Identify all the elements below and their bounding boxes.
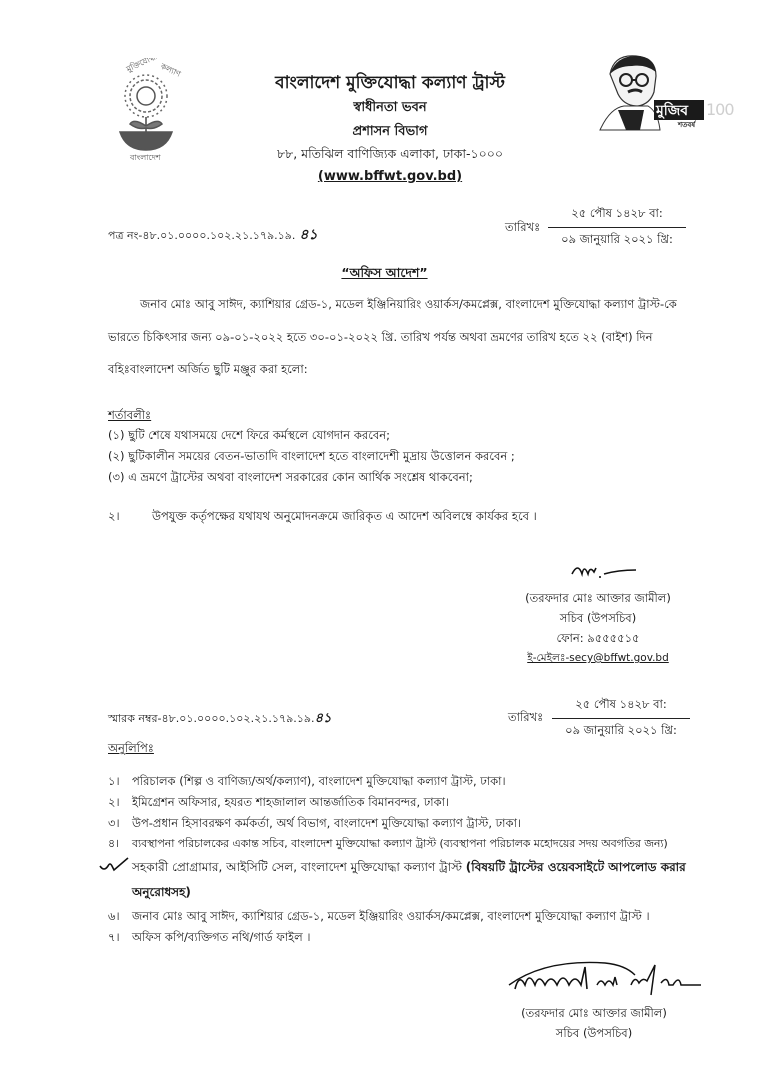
signatory-phone: ফোন: ৯৫৫৫৫১৫ <box>556 631 640 645</box>
memo-ref-number: স্মারক নম্বর-৪৮.০১.০০০০.১০২.২১.১৭৯.১৯. <box>108 712 315 725</box>
address: ৮৮, মতিঝিল বাণিজ্যিক এলাকা, ঢাকা-১০০০ <box>276 146 504 161</box>
memo-date-label: তারিখঃ <box>508 710 544 724</box>
copy-item <box>108 911 650 923</box>
svg-text:বাংলাদেশ: বাংলাদেশ <box>130 153 161 162</box>
copy-item-continuation: অনুরোধসহ) <box>132 885 191 899</box>
condition-item: (৩) এ ভ্রমণে ট্রাস্টের অথবা বাংলাদেশ সরকারের কোন আর্থিক সংশ্লেষ থাকবেনা; <box>108 470 473 484</box>
building-name: স্বাধীনতা ভবন <box>353 100 427 115</box>
document-title: “অফিস আদেশ” <box>341 265 428 280</box>
copy-item-number: ৭। <box>108 930 120 944</box>
copy-item-text: সহকারী প্রোগ্রামার, আইসিটি সেল, বাংলাদেশ মুক্তিযোদ্ধা কল্যাণ ট্রাস্ট <box>132 860 466 874</box>
copy-item-number: ১। <box>108 774 120 788</box>
date-label: তারিখঃ <box>505 220 541 234</box>
copy-item <box>108 797 449 809</box>
copy-item-number: ৬। <box>108 909 120 923</box>
copy-item-number: ৩। <box>108 816 120 830</box>
copy-item-text: অফিস কপি/ব্যক্তিগত নথি/গার্ড ফাইল । <box>132 930 311 944</box>
memo-date-gregorian: ০৯ জানুয়ারি ২০২১ খ্রি: <box>565 723 677 737</box>
copy-item <box>108 861 686 873</box>
letter-reference <box>108 228 318 242</box>
mujib-portrait <box>596 52 766 132</box>
flower-emblem-icon <box>100 58 192 162</box>
body-para1-line1: জনাব মোঃ আবু সাঈদ, ক্যাশিয়ার গ্রেড-১, মডেল ইঞ্জিনিয়ারিং ওয়ার্কস/কমপ্লেক্স, বাংলাদেশ মুক্তিযোদ্ধা কল্যাণ ট্রাস্ট-কে <box>140 297 677 311</box>
body-para1-line2: ভারতে চিকিৎসার জন্য ০৯-০১-২০২২ হতে ৩০-০১-২০২২ খ্রি. তারিখ পর্যন্ত অথবা ভ্রমণের তারিখ হতে ২২ (বাইশ) দিন <box>108 330 653 344</box>
copy-item <box>108 932 310 944</box>
copy-item-bold-text: (বিষয়টি ট্রাস্টের ওয়েবসাইটে আপলোড করার <box>465 860 686 874</box>
conditions-heading: শর্তাবলীঃ <box>108 408 152 422</box>
date-gregorian: ০৯ জানুয়ারি ২০২১ খ্রি: <box>561 232 673 246</box>
date-bangla: ২৫ পৌষ ১৪২৮ বা: <box>548 205 686 228</box>
department-name: প্রশাসন বিভাগ <box>352 124 428 139</box>
signature-2-block <box>494 1003 694 1043</box>
signatory-designation: সচিব (উপসচিব) <box>559 611 637 625</box>
para2-number: ২। <box>108 509 120 523</box>
body-para1-line3: বহিঃবাংলাদেশ অর্জিত ছুটি মঞ্জুর করা হলো: <box>108 362 308 376</box>
copy-item-number: ৪। <box>108 837 119 850</box>
copy-item <box>108 818 521 830</box>
memo-date <box>552 696 690 741</box>
mujib-sub-label: শতবর্ষ <box>678 121 696 129</box>
copies-heading: অনুলিপিঃ <box>108 741 154 755</box>
signatory-name: (তরফদার মোঃ আক্তার জামীল) <box>525 591 671 605</box>
memo-reference <box>108 712 331 725</box>
condition-item: (২) ছুটিকালীন সময়ের বেতন-ভাতাদি বাংলাদেশ হতে বাংলাদেশী মুদ্রায় উত্তোলন করবেন ; <box>108 449 515 463</box>
signature-1-block <box>490 588 706 668</box>
svg-text:মুক্তিযোদ্ধা: মুক্তিযোদ্ধা <box>125 58 159 74</box>
copy-item-text: ব্যবস্থাপনা পরিচালকের একান্ত সচিব, বাংলাদেশ মুক্তিযোদ্ধা কল্যাণ ট্রাস্ট (ব্যবস্থাপনা পরিচালক মহোদয়ের সদয় অবগতির জন্য) <box>132 837 668 850</box>
copy-item-text: জনাব মোঃ আবু সাঈদ, ক্যাশিয়ার গ্রেড-১, মডেল ইঞ্জিয়ারিং ওয়ার্কস/কমপ্লেক্স, বাংলাদেশ মুক্তিযোদ্ধা কল্যাণ ট্রাস্ট । <box>132 909 650 923</box>
signature-1 <box>570 560 640 584</box>
signatory-2-name: (তরফদার মোঃ আক্তার জামীল) <box>521 1006 667 1020</box>
letter-date <box>548 205 686 250</box>
signature-2 <box>505 955 705 1005</box>
org-name: বাংলাদেশ মুক্তিযোদ্ধা কল্যাণ ট্রাস্ট <box>275 73 505 93</box>
letter-ref-handwritten: ৪১ <box>299 227 318 243</box>
copy-item <box>108 839 668 850</box>
letter-ref-number: পত্র নং-৪৮.০১.০০০০.১০২.২১.১৭৯.১৯. <box>108 229 296 242</box>
copy-item-text: ইমিগ্রেশন অফিসার, হযরত শাহজালাল আন্তর্জাতিক বিমানবন্দর, ঢাকা। <box>132 795 450 809</box>
para2-text: উপযুক্ত কর্তৃপক্ষের যথাযথ অনুমোদনক্রমে জারিকৃত এ আদেশ অবিলম্বে কার্যকর হবে । <box>152 509 537 523</box>
mujib-100-label: 100 <box>706 100 734 119</box>
copy-item-text: পরিচালক (শিল্প ও বাণিজ্য/অর্থ/কল্যাণ), বাংলাদেশ মুক্তিযোদ্ধা কল্যাণ ট্রাস্ট, ঢাকা। <box>132 774 506 788</box>
copy-item-text: উপ-প্রধান হিসাবরক্ষণ কর্মকর্তা, অর্থ বিভাগ, বাংলাদেশ মুক্তিযোদ্ধা কল্যাণ ট্রাস্ট, ঢাকা। <box>132 816 522 830</box>
copy-item-number: ২। <box>108 795 120 809</box>
memo-ref-handwritten: ৪১ <box>314 711 332 726</box>
website-link[interactable]: (www.bffwt.gov.bd) <box>317 169 463 184</box>
trust-logo <box>100 58 192 162</box>
condition-item: (১) ছুটি শেষে যথাসময়ে দেশে ফিরে কর্মস্থলে যোগদান করবেন; <box>108 428 390 442</box>
signatory-2-designation: সচিব (উপসচিব) <box>555 1026 633 1040</box>
svg-text:কল্যাণ: কল্যাণ <box>159 61 183 79</box>
memo-date-bangla: ২৫ পৌষ ১৪২৮ বা: <box>552 696 690 719</box>
copy-item <box>108 776 506 788</box>
handwritten-signature-icon <box>505 955 705 1005</box>
handwritten-signature-icon <box>570 560 640 584</box>
mujib-label: মুজিব <box>656 103 689 119</box>
signatory-email[interactable]: ই-মেইলঃ-secy@bffwt.gov.bd <box>527 652 669 664</box>
